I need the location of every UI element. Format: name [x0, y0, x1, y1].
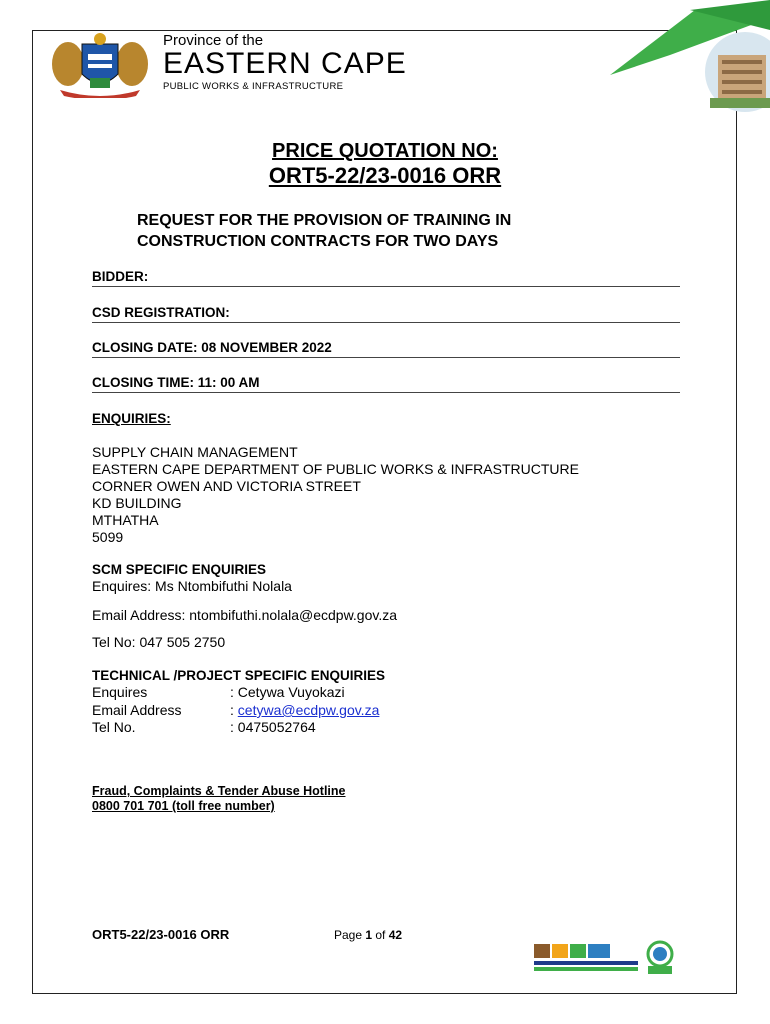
of-word: of: [372, 928, 389, 942]
page-total: 42: [388, 928, 403, 942]
technical-tel-label: Tel No.: [92, 719, 136, 735]
province-of-label: Province of the: [163, 32, 264, 49]
technical-enquires-value: : Cetywa Vuyokazi: [230, 684, 345, 700]
request-line-1: REQUEST FOR THE PROVISION OF TRAINING IN: [137, 212, 512, 229]
closing-time-field: CLOSING TIME: 11: 00 AM: [92, 375, 680, 393]
fraud-hotline-title: Fraud, Complaints & Tender Abuse Hotline: [92, 784, 346, 798]
building-photo-icon: [705, 32, 770, 112]
technical-email-colon: :: [230, 702, 238, 718]
scm-tel: Tel No: 047 505 2750: [92, 634, 226, 650]
header-title-block: [163, 33, 407, 92]
request-description: [137, 210, 511, 252]
department-label: PUBLIC WORKS & INFRASTRUCTURE: [163, 81, 344, 92]
closing-date-field: CLOSING DATE: 08 NOVEMBER 2022: [92, 340, 680, 358]
csd-registration-field: CSD REGISTRATION:: [92, 305, 680, 323]
epwp-logo-icon: [532, 942, 640, 974]
technical-email-link[interactable]: cetywa@ecdpw.gov.za: [237, 702, 380, 718]
technical-enquires-row: [92, 684, 345, 700]
technical-email-label: Email Address: [92, 702, 182, 718]
address-block: [92, 444, 579, 546]
ndp-logo-icon: [642, 940, 678, 976]
request-line-2: CONSTRUCTION CONTRACTS FOR TWO DAYS: [137, 233, 499, 250]
technical-enquires-label: Enquires: [92, 684, 148, 700]
page-number: 1: [365, 928, 373, 942]
fraud-hotline: [92, 784, 346, 814]
technical-enquiries-heading: TECHNICAL /PROJECT SPECIFIC ENQUIRIES: [92, 668, 386, 683]
page-indicator: [334, 928, 402, 942]
quotation-title: PRICE QUOTATION NO:: [272, 140, 498, 162]
address-line: SUPPLY CHAIN MANAGEMENT: [92, 444, 298, 460]
corner-banner-graphic: [610, 0, 770, 120]
page-word: Page: [334, 928, 366, 942]
footer-reference: ORT5-22/23-0016 ORR: [92, 927, 230, 942]
address-line: 5099: [92, 529, 124, 545]
enquiries-heading: ENQUIRIES:: [92, 411, 171, 426]
technical-tel-row: [92, 719, 316, 735]
scm-enquires: Enquires: Ms Ntombifuthi Nolala: [92, 578, 292, 594]
address-line: KD BUILDING: [92, 495, 182, 511]
bidder-field: BIDDER:: [92, 269, 680, 287]
quotation-number: ORT5-22/23-0016 ORR: [268, 163, 502, 188]
eastern-cape-label: EASTERN CAPE: [163, 47, 407, 80]
scm-email: Email Address: ntombifuthi.nolala@ecdpw.gov.za: [92, 607, 398, 623]
scm-enquiries-heading: SCM SPECIFIC ENQUIRIES: [92, 562, 267, 577]
coat-of-arms-icon: [40, 30, 160, 98]
address-line: EASTERN CAPE DEPARTMENT OF PUBLIC WORKS & INFRASTRUCTURE: [92, 461, 579, 477]
address-line: CORNER OWEN AND VICTORIA STREET: [92, 478, 361, 494]
technical-tel-value: : 0475052764: [230, 719, 316, 735]
address-line: MTHATHA: [92, 512, 159, 528]
fraud-hotline-number: 0800 701 701 (toll free number): [92, 799, 275, 813]
technical-email-row: [92, 702, 379, 718]
